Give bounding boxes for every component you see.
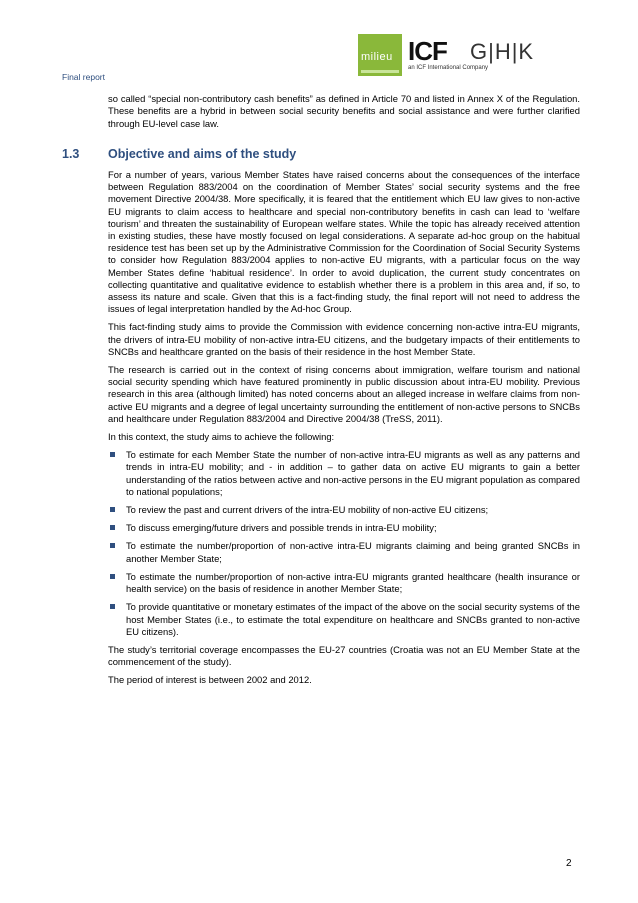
ghk-logo-text: G|H|K: [470, 39, 535, 64]
list-item: [108, 540, 580, 564]
paragraph: For a number of years, various Member States have raised concerns about the consequences of the interface between Regulation 883/2004 on the coordination of Member States’ social security systems and the free movement Directive 2004/38. More specifically, it is feared that the entitlement which EU law gives to non-active EU migrants to claim access to healthcare and special non-contributory benefits in cash can lead to ‘welfare tourism’ and threaten the sustainability of European welfare states. While the topic has already received attention in existing studies, these have mostly focused on legal considerations. A separate ad-hoc group on the habitual residence test has been set up by the Administrative Commission for the Coordination of Social Security Systems to consider how Regulation 883/2004 applies to non-active EU migrants, with a particular focus on the way Member States define ‘habitual residence’. In order to avoid duplication, the current study concentrates on collecting quantitative and qualitative evidence to establish whether there is a problem in this area and, if so, to assess its nature and scale. Given that this is a fact-finding study, the final report will not need to address the issues of legal interpretation handled by the Ad-hoc Group.: [108, 169, 580, 315]
bullet-square-icon: [110, 525, 115, 530]
paragraph: This fact-finding study aims to provide the Commission with evidence concerning non-active intra-EU migrants, the drivers of intra-EU mobility of non-active intra-EU citizens, and the budgetary impacts of their entitlements to SNCBs and healthcare granted on the basis of their residence in the host Member State.: [108, 321, 580, 357]
paragraph: In this context, the study aims to achieve the following:: [108, 431, 335, 443]
intro-block: [108, 93, 580, 136]
intro-paragraph: so called “special non-contributory cash benefits” as defined in Article 70 and listed in Annex X of the Regulation. These benefits are a hybrid in between social security benefits and social assistance and were further clarified through EU-level case law.: [108, 93, 580, 129]
list-item-text: To estimate the number/proportion of non-active intra-EU migrants claiming and being granted SNCBs in another Member State;: [126, 540, 580, 564]
milieu-logo-text: milieu: [361, 51, 393, 63]
list-item-text: To discuss emerging/future drivers and possible trends in intra-EU mobility;: [126, 522, 437, 534]
list-item: [108, 504, 580, 516]
paragraph: The period of interest is between 2002 and 2012.: [108, 674, 312, 686]
page-number: 2: [566, 858, 572, 869]
icf-logo-text: ICF: [408, 36, 447, 66]
section-heading: [62, 147, 582, 163]
list-item: [108, 601, 580, 638]
bullet-square-icon: [110, 452, 115, 457]
paragraph: The research is carried out in the context of rising concerns about immigration, welfare tourism and national social security spending which have featured prominently in public discussion about intra-EU mobility. Previous research in this area (although limited) has noted concerns about an alleged increase in welfare claims from non-active EU migrants and a degree of legal uncertainty surrounding the entitlement of non-active persons to SNCBs and healthcare under Regulation 883/2004 and Directive 2004/38 (TreSS, 2011).: [108, 364, 580, 424]
bullet-square-icon: [110, 574, 115, 579]
header-logos: [358, 34, 580, 76]
list-item-text: To review the past and current drivers of the intra-EU mobility of non-active EU citizens;: [126, 504, 489, 516]
aims-list: [108, 449, 580, 638]
header-label: Final report: [62, 72, 105, 82]
section-body: [108, 169, 580, 693]
list-item-text: To estimate for each Member State the number of non-active intra-EU migrants as well as any patterns and trends in intra-EU mobility; and - in addition – to gather data on active EU migrants to gain a better understanding of the ratios between active and non-active persons in the EU migrant population as compared to national populations;: [126, 449, 580, 497]
bullet-square-icon: [110, 543, 115, 548]
section-title: Objective and aims of the study: [108, 147, 297, 161]
icf-ghk-logo: [408, 36, 578, 76]
list-item: [108, 449, 580, 498]
list-item-text: To estimate the number/proportion of non-active intra-EU migrants granted healthcare (health insurance or health service) on the basis of residence in another Member State;: [126, 570, 580, 595]
milieu-logo-bar: [361, 70, 399, 73]
milieu-logo: [358, 34, 402, 76]
list-item-text: To provide quantitative or monetary estimates of the impact of the above on the social security systems of the host Member States (i.e., to estimate the total expenditure on healthcare and SNCBs granted to non-active EU citizens).: [126, 601, 580, 637]
list-item: [108, 571, 580, 595]
icf-logo-subtitle: an ICF International Company: [408, 65, 489, 71]
bullet-square-icon: [110, 604, 115, 609]
list-item: [108, 522, 580, 534]
bullet-square-icon: [110, 507, 115, 512]
paragraph: The study’s territorial coverage encompasses the EU-27 countries (Croatia was not an EU Member State at the commencement of the study).: [108, 643, 580, 668]
section-number: 1.3: [62, 147, 80, 161]
